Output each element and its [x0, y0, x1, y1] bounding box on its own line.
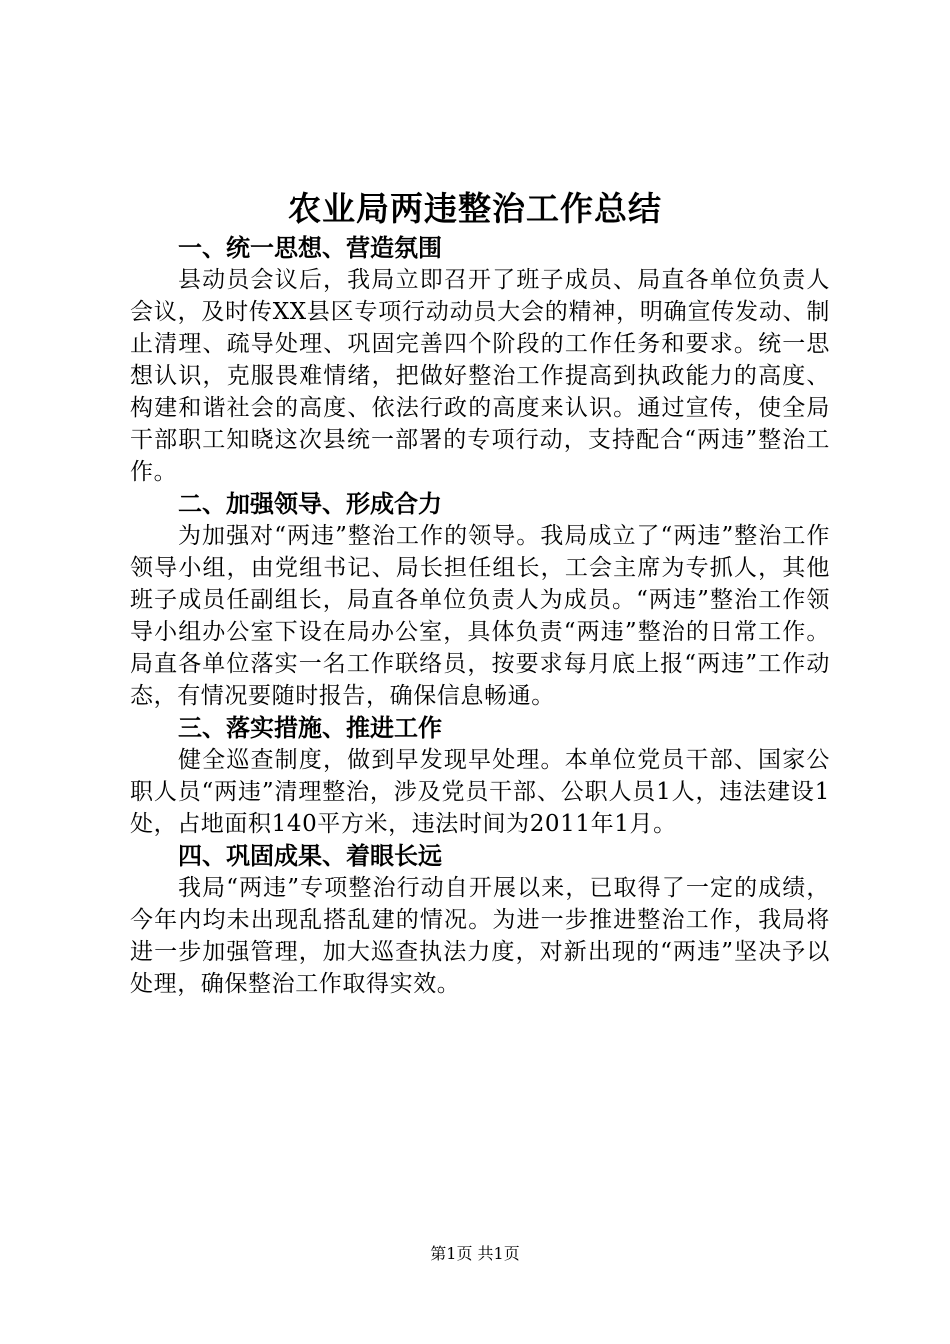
section-heading-2: 二、加强领导、形成合力: [178, 489, 442, 518]
section-heading-3: 三、落实措施、推进工作: [178, 713, 442, 742]
document-title: 农业局两违整治工作总结: [288, 189, 662, 228]
section-paragraph-2: 为加强对“两违”整治工作的领导。我局成立了“两违”整治工作领导小组，由党组书记、局长担任组长，工会主席为专抓人，其他班子成员任副组长，局直各单位负责人为成员。“两违”整治工作领导小组办公室下设在局办公室，具体负责“两违”整治的日常工作。局直各单位落实一名工作联络员，按要求每月底上报“两违”工作动态，有情况要随时报告，确保信息畅通。: [130, 523, 830, 709]
page-footer: 第1页 共1页: [430, 1244, 520, 1263]
section-paragraph-3: 健全巡查制度，做到早发现早处理。本单位党员干部、国家公职人员“两违”清理整治，涉及党员干部、公职人员1人，违法建设1处，占地面积140平方米，违法时间为2011年1月。: [130, 747, 830, 837]
section-paragraph-1: 县动员会议后，我局立即召开了班子成员、局直各单位负责人会议，及时传XX县区专项行动动员大会的精神，明确宣传发动、制止清理、疏导处理、巩固完善四个阶段的工作任务和要求。统一思想认识，克服畏难情绪，把做好整治工作提高到执政能力的高度、构建和谐社会的高度、依法行政的高度来认识。通过宣传，使全局干部职工知晓这次县统一部署的专项行动，支持配合“两违”整治工作。: [130, 267, 830, 485]
document-body: [130, 232, 830, 1000]
section-heading-4: 四、巩固成果、着眼长远: [178, 841, 442, 870]
section-heading-1: 一、统一思想、营造氛围: [178, 233, 442, 262]
section-paragraph-4: 我局“两违”专项整治行动自开展以来，已取得了一定的成绩，今年内均未出现乱搭乱建的情况。为进一步推进整治工作，我局将进一步加强管理，加大巡查执法力度，对新出现的“两违”坚决予以处理，确保整治工作取得实效。: [130, 875, 830, 997]
